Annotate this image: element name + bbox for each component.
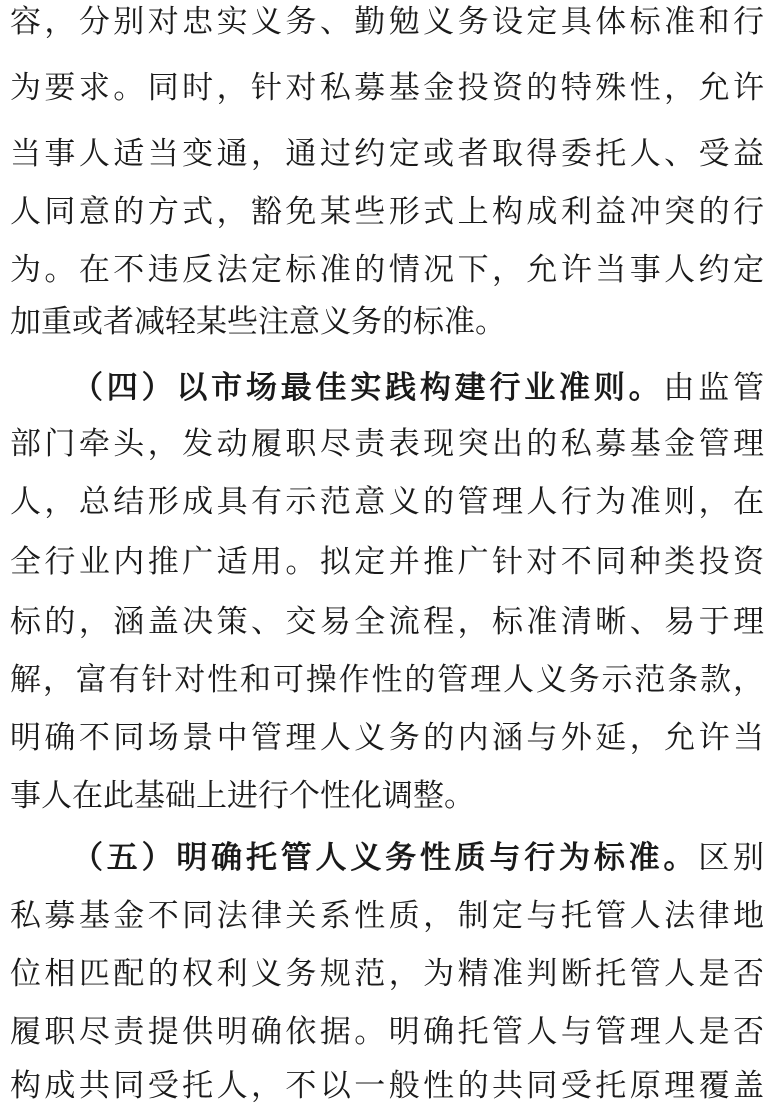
paragraph-1-line-3: 当事人适当变通，通过约定或者取得委托人、受益 <box>10 136 764 172</box>
paragraph-3-line-4: 履职尽责提供明确依据。明确托管人与管理人是否 <box>10 1014 764 1050</box>
paragraph-3-line-3: 位相匹配的权利义务规范，为精准判断托管人是否 <box>10 956 764 992</box>
paragraph-3-line-2: 私募基金不同法律关系性质，制定与托管人法律地 <box>10 898 764 934</box>
paragraph-2-line-1 <box>72 358 764 418</box>
paragraph-1-line-6: 加重或者减轻某些注意义务的标准。 <box>10 304 506 340</box>
paragraph-2-first-line-rest: 由监管 <box>663 370 765 406</box>
section-heading-5: （五）明确托管人义务性质与行为标准。 <box>72 840 699 876</box>
paragraph-2-line-2: 部门牵头，发动履职尽责表现突出的私募基金管理 <box>10 426 764 462</box>
paragraph-2-line-4: 全行业内推广适用。拟定并推广针对不同种类投资 <box>10 544 764 580</box>
paragraph-3-line-1 <box>72 828 764 888</box>
paragraph-3-first-line-rest: 区别 <box>698 840 765 876</box>
paragraph-2-line-6: 解，富有针对性和可操作性的管理人义务示范条款， <box>10 662 764 698</box>
paragraph-1-line-2: 为要求。同时，针对私募基金投资的特殊性，允许 <box>10 70 764 106</box>
paragraph-2-line-5: 标的，涵盖决策、交易全流程，标准清晰、易于理 <box>10 604 764 640</box>
paragraph-1-line-4: 人同意的方式，豁免某些形式上构成利益冲突的行 <box>10 194 764 230</box>
paragraph-2-line-3: 人，总结形成具有示范意义的管理人行为准则，在 <box>10 484 764 520</box>
section-heading-4: （四）以市场最佳实践构建行业准则。 <box>72 370 664 406</box>
paragraph-1-line-5: 为。在不违反法定标准的情况下，允许当事人约定 <box>10 252 764 288</box>
paragraph-2-line-7: 明确不同场景中管理人义务的内涵与外延，允许当 <box>10 720 764 756</box>
paragraph-1-line-1: 容，分别对忠实义务、勤勉义务设定具体标准和行 <box>10 4 764 40</box>
paragraph-2-line-8: 事人在此基础上进行个性化调整。 <box>10 778 475 814</box>
paragraph-3-line-5: 构成共同受托人，不以一般性的共同受托原理覆盖 <box>10 1068 764 1104</box>
